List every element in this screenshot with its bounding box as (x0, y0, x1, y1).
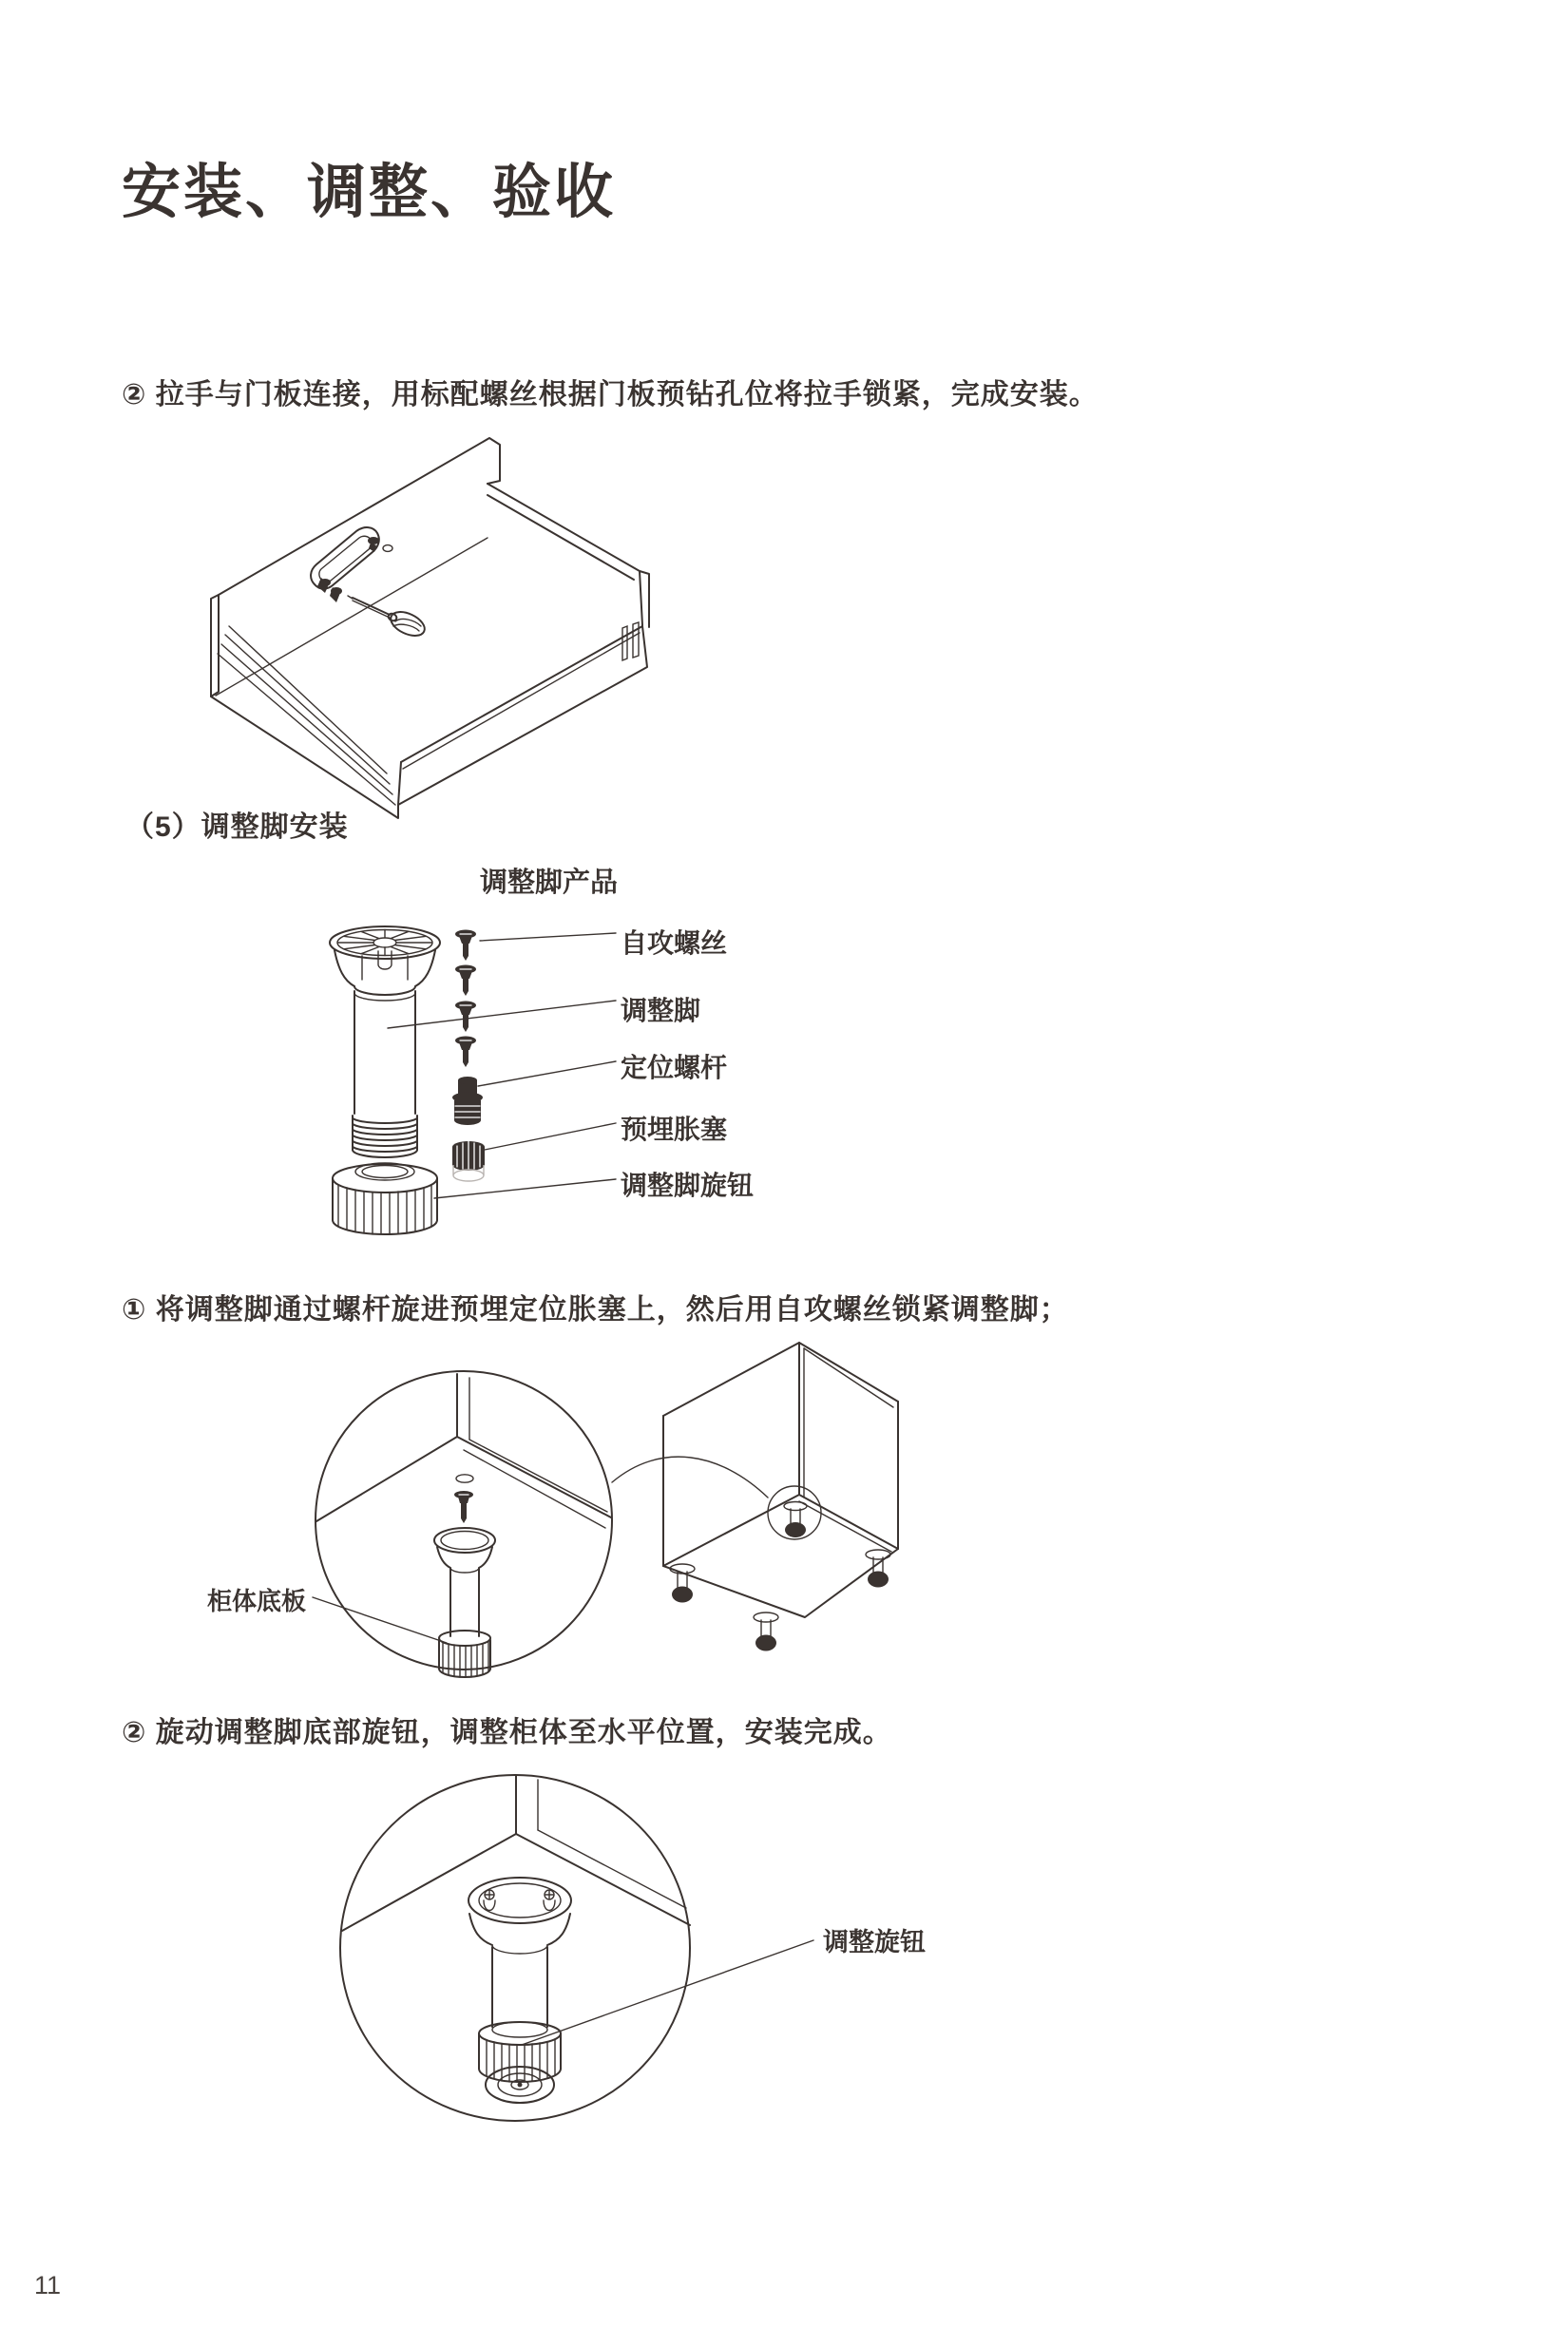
self-tapping-screws-drawing (455, 930, 476, 1068)
step1-text: ① 将调整脚通过螺杆旋进预埋定位胀塞上，然后用自攻螺丝锁紧调整脚； (122, 1294, 1069, 1326)
part-label-expansion-plug: 预埋胀塞 (621, 1115, 728, 1144)
foot-flange-drawing (468, 1878, 571, 1954)
handle-icon (311, 527, 379, 602)
detail-ellipse (313, 1371, 612, 1677)
part-leader-lines (388, 933, 616, 1198)
knob-leader (522, 1940, 813, 2045)
drawer-diagram (124, 421, 751, 820)
bottom-panel-leader (313, 1597, 447, 1643)
expansion-plug-drawing (452, 1141, 485, 1181)
cabinet-drawing (612, 1343, 898, 1651)
adjustable-foot-drawing (330, 926, 440, 1234)
part-label-positioning-rod: 定位螺杆 (621, 1053, 728, 1082)
pilot-hole (383, 545, 392, 552)
adjust-knob-label: 调整旋钮 (823, 1928, 926, 1956)
part-label-self-tapping-screw: 自攻螺丝 (621, 928, 728, 958)
cabinet-foot (754, 1612, 778, 1651)
page-number: 11 (34, 2271, 62, 2299)
detail-ellipse-2 (340, 1775, 813, 2121)
product-caption: 调整脚产品 (480, 868, 619, 898)
small-screw-icon (454, 1491, 473, 1523)
adjust-knob-drawing (479, 2022, 561, 2103)
installed-foot-drawing (434, 1528, 495, 1677)
section5-heading: （5）调整脚安装 (125, 811, 349, 843)
step2-text: ② 旋动调整脚底部旋钮，调整柜体至水平位置，安装完成。 (122, 1717, 892, 1748)
positioning-rod-drawing (452, 1077, 483, 1125)
bottom-panel-label: 柜体底板 (207, 1587, 307, 1615)
step-handle-text: ② 拉手与门板连接，用标配螺丝根据门板预钻孔位将拉手锁紧，完成安装。 (122, 379, 1099, 410)
install-diagram (304, 1335, 931, 1677)
level-adjust-diagram (333, 1767, 865, 2166)
adjuster-product-diagram (314, 903, 855, 1283)
page-title: 安装、调整、验收 (122, 160, 617, 225)
part-label-foot-knob: 调整脚旋钮 (621, 1171, 755, 1200)
part-label-adjustable-foot: 调整脚 (621, 996, 701, 1025)
drawer-outline (211, 438, 649, 818)
screwdriver-icon (348, 596, 429, 640)
detail-connector-curve (612, 1457, 768, 1498)
panel-hole (456, 1475, 473, 1482)
cabinet-foot (866, 1550, 890, 1588)
cabinet-foot (784, 1502, 807, 1538)
